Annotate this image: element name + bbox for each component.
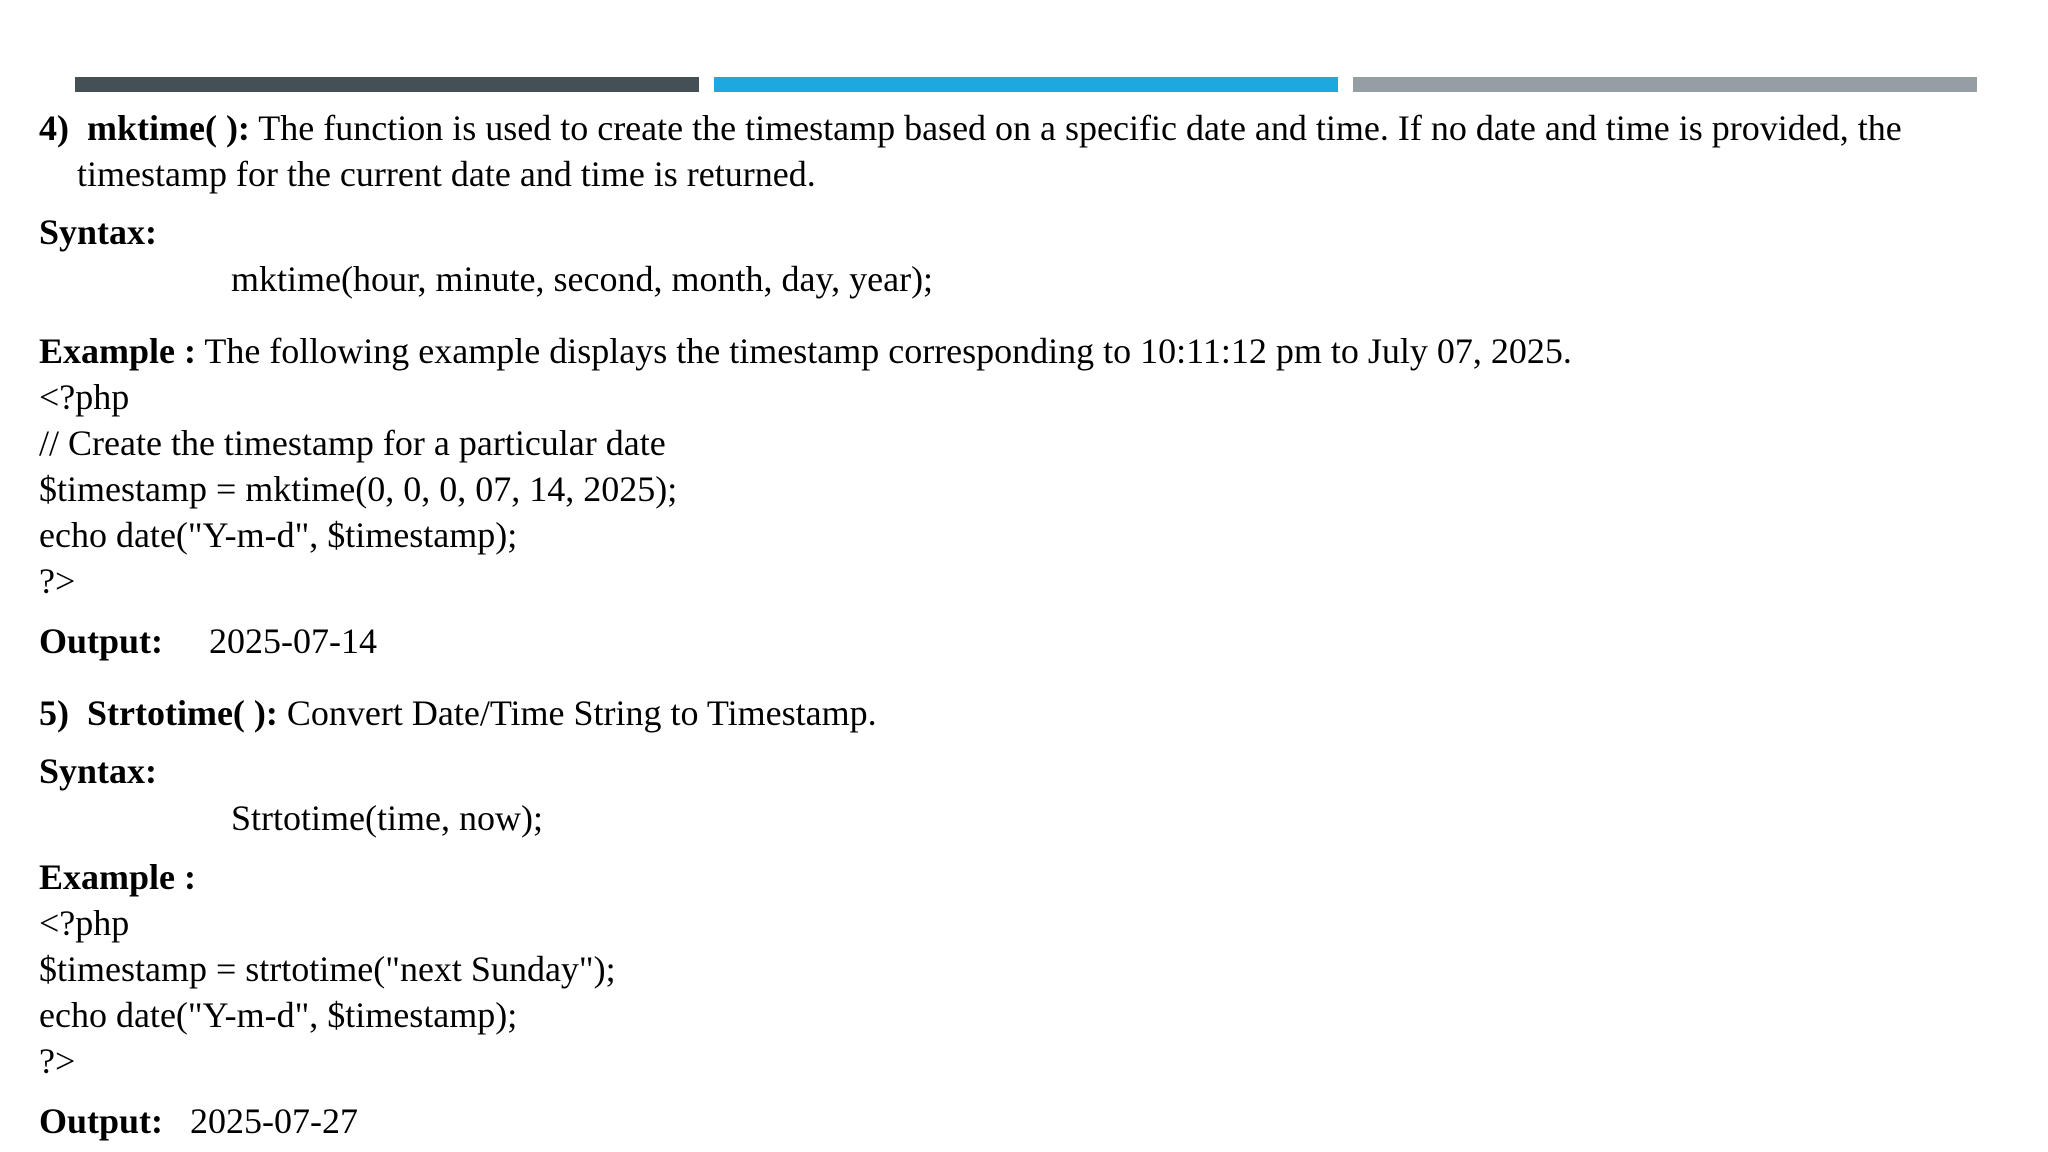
section4-output-value: 2025-07-14 — [209, 621, 377, 661]
section4-example-label: Example : — [39, 331, 196, 371]
section5-code-line: ?> — [39, 1041, 76, 1081]
section5-output-value: 2025-07-27 — [190, 1101, 358, 1141]
section4-syntax: mktime(hour, minute, second, month, day, year); — [231, 259, 934, 299]
section4-code-line: // Create the timestamp for a particular date — [39, 423, 666, 463]
section4-description-cont: timestamp for the current date and time is returned. — [77, 154, 816, 194]
section5-example-label: Example : — [39, 857, 196, 897]
section5-output-label: Output: — [39, 1101, 164, 1141]
section4-code-line: <?php — [39, 377, 130, 417]
section4-example-desc: The following example displays the timestamp corresponding to 10:11:12 pm to July 07, 2025. — [196, 331, 1572, 371]
section4-heading: 4) mktime( ): — [39, 108, 250, 148]
header-bar-blue — [714, 77, 1338, 92]
section5-heading: 5) Strtotime( ): — [39, 693, 278, 733]
section4-output-label: Output: — [39, 621, 164, 661]
section5-syntax: Strtotime(time, now); — [231, 798, 543, 838]
header-bar-dark — [75, 77, 699, 92]
section4-code-line: ?> — [39, 561, 76, 601]
section5-code-line: $timestamp = strtotime("next Sunday"); — [39, 949, 616, 989]
section4-code-line: $timestamp = mktime(0, 0, 0, 07, 14, 2025); — [39, 469, 678, 509]
section4-example-line — [39, 329, 1572, 373]
section5-code-line: echo date("Y-m-d", $timestamp); — [39, 995, 518, 1035]
section4-heading-line — [39, 106, 1902, 150]
section4-description: The function is used to create the timestamp based on a specific date and time. If no date and time is provided, the — [249, 108, 1902, 148]
section5-code-line: <?php — [39, 903, 130, 943]
section5-description: Convert Date/Time String to Timestamp. — [277, 693, 877, 733]
section5-syntax-label: Syntax: — [39, 751, 158, 791]
section4-code-line: echo date("Y-m-d", $timestamp); — [39, 515, 518, 555]
section4-syntax-label: Syntax: — [39, 212, 158, 252]
header-bar-gray — [1353, 77, 1977, 92]
section5-heading-line — [39, 691, 877, 735]
